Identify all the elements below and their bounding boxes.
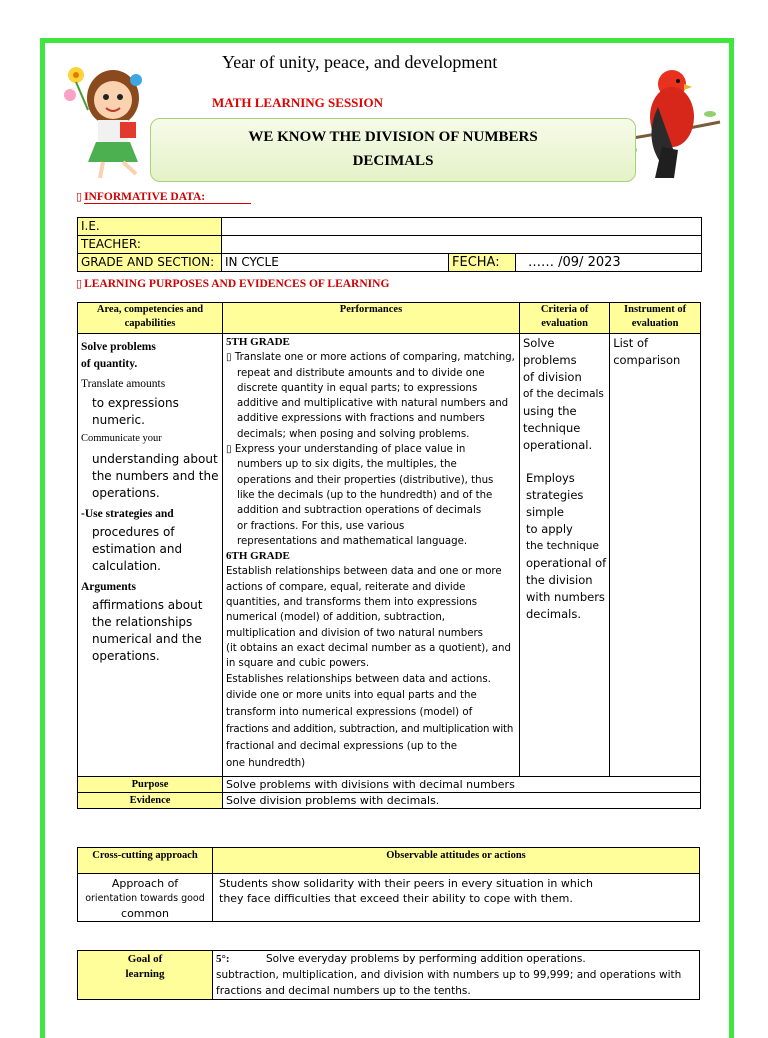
- purpose-value: Solve problems with divisions with decimal numbers: [223, 777, 701, 793]
- goal-table: [77, 950, 700, 1000]
- cross-attitudes-cell: Students show solidarity with their peers in every situation in which they face difficulties that exceed their ability to cope with them.: [213, 874, 700, 922]
- goal-cell: 5°: Solve everyday problems by performing addition operations. subtraction, multiplication, and division with numbers up to 99,999; and operations with fractions and decimal numbers up to the tenths.: [213, 951, 700, 1000]
- title-banner: [150, 118, 636, 182]
- area-cell: Solve problems of quantity. Translate amounts to expressions numeric. Communicate your understanding about the numbers and the operations. -Use strategies and procedures of estimation and calculation. Arguments affirmations about the relationships numerical and the operations.: [78, 334, 223, 777]
- col-area: Area, competencies and capabilities: [78, 303, 223, 334]
- flower-icon: [64, 67, 88, 110]
- criteria-cell: Solve problems of division of the decimals using the technique operational. Employs strategies simple to apply the technique operational of the division with numbers decimals.: [520, 334, 610, 777]
- bullet-icon: ▯: [76, 278, 83, 290]
- banner-line-2: DECIMALS: [352, 153, 434, 169]
- informative-table: [77, 217, 702, 272]
- col-instrument: Instrument of evaluation: [610, 303, 701, 334]
- bullet-icon: ▯: [76, 191, 83, 203]
- session-title: MATH LEARNING SESSION: [212, 95, 383, 110]
- cross-approach-cell: Approach of orientation towards good common: [78, 874, 213, 922]
- ie-value: [222, 218, 702, 236]
- cross-col-attitudes: Observable attitudes or actions: [213, 848, 700, 874]
- grade-value: IN CYCLE: [222, 254, 449, 272]
- bullet-icon: ▯: [226, 352, 232, 364]
- bullet-icon: ▯: [226, 444, 232, 456]
- ie-label: I.E.: [78, 218, 222, 236]
- col-performances: Performances: [223, 303, 520, 334]
- cross-cutting-table: [77, 847, 700, 922]
- grade-6-heading: 6TH GRADE: [226, 550, 290, 563]
- grade-label: GRADE AND SECTION:: [78, 254, 222, 272]
- learning-table: [77, 302, 701, 809]
- fecha-value: …… /09/ 2023: [516, 254, 702, 272]
- teacher-value: [222, 236, 702, 254]
- informative-heading: ▯ INFORMATIVE DATA:: [76, 190, 251, 203]
- instrument-cell: List of comparison: [610, 334, 701, 777]
- cross-col-approach: Cross-cutting approach: [78, 848, 213, 874]
- year-title: Year of unity, peace, and development: [222, 52, 498, 72]
- purpose-label: Purpose: [78, 777, 223, 793]
- col-criteria: Criteria of evaluation: [520, 303, 610, 334]
- learning-heading: ▯ LEARNING PURPOSES AND EVIDENCES OF LEARNING: [76, 278, 390, 290]
- goal-label: Goal of learning: [78, 951, 213, 1000]
- evidence-value: Solve division problems with decimals.: [223, 793, 701, 809]
- performances-cell: 5TH GRADE ▯ Translate one or more actions of comparing, matching, repeat and distribute amounts and to divide one discrete quantity in equal parts; to expressions additive and multiplicative with natural numbers and additive expressions with fractions and numbers decimals; when posing and solving problems. ▯ Express your understanding of place value in numbers up to six digits, the multiples, the operations and their properties (distributive), thus like the decimals (up to the hundredth) and of the addition and subtraction operations of decimals or fractions. For this, use various representations and mathematical language. 6TH GRADE Establish relationships between data and one or more actions of compare, equal, reiterate and divide quantities, and transforms them into expressions numerical (model) of addition, subtraction, multiplication and division of two natural numbers (it obtains an exact decimal number as a quotient), and in square and cubic powers. Establishes relationships between data and actions. divide one or more units into equal parts and the transform into numerical expressions (model) of fractions and addition, subtraction, and multiplication with fractional and decimal expressions (up to the one hundredth): [223, 334, 520, 777]
- banner-line-1: WE KNOW THE DIVISION OF NUMBERS: [248, 129, 538, 145]
- grade-5-heading: 5TH GRADE: [226, 336, 290, 348]
- evidence-label: Evidence: [78, 793, 223, 809]
- goal-grade: 5°:: [216, 953, 230, 965]
- teacher-label: TEACHER:: [78, 236, 222, 254]
- fecha-label: FECHA:: [449, 254, 516, 272]
